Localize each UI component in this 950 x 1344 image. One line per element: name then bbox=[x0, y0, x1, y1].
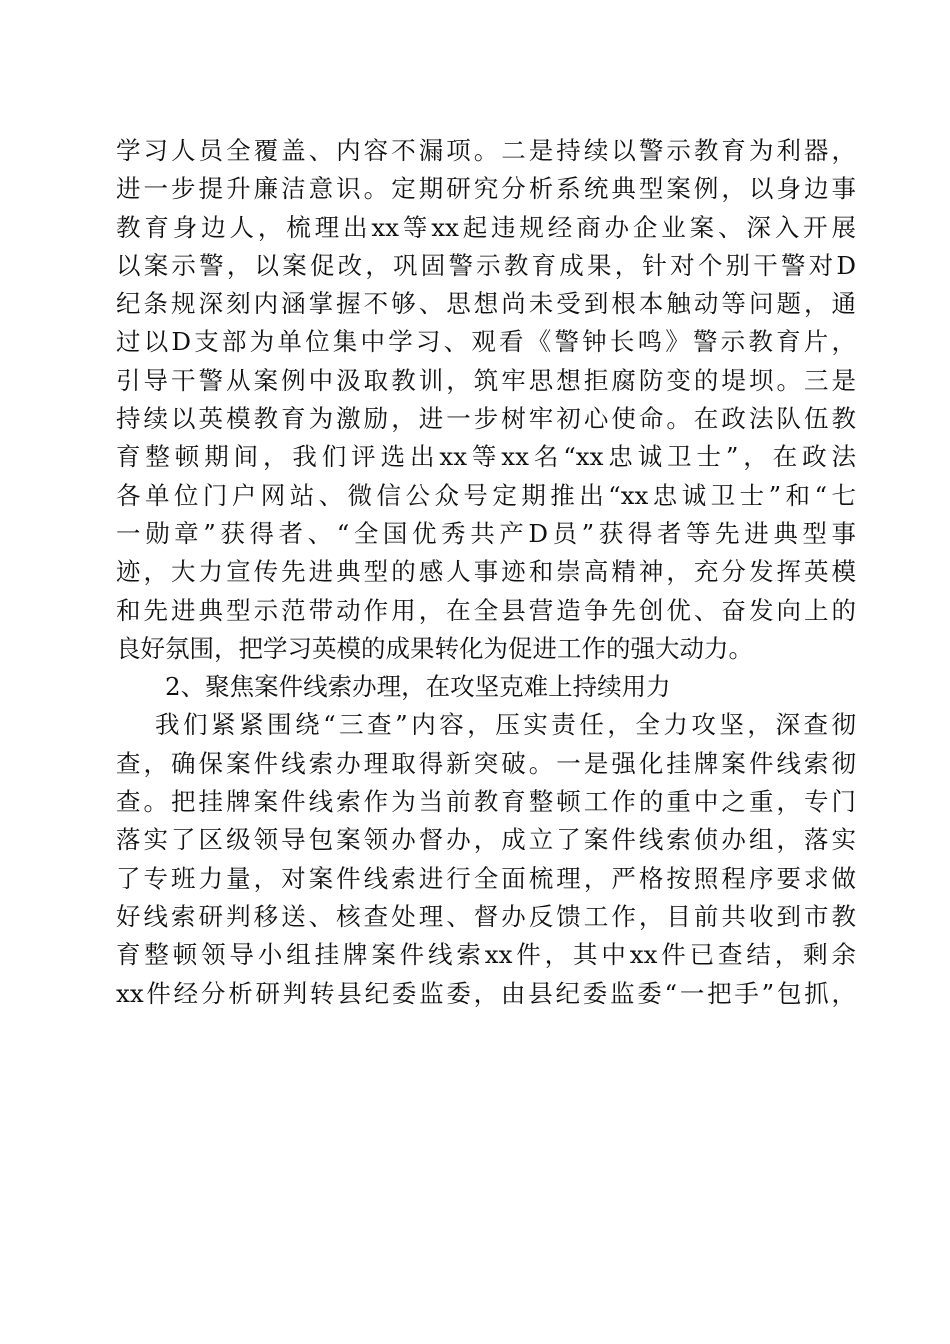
paragraph-line: 了专班力量，对案件线索进行全面梳理，严格按照程序要求做 bbox=[116, 863, 856, 893]
paragraph-line: xx件经分析研判转县纪委监委，由县纪委监委“一把手”包抓， bbox=[116, 978, 856, 1008]
paragraph-line: 各单位门户网站、微信公众号定期推出“xx忠诚卫士”和“七 bbox=[116, 480, 856, 510]
paragraph-line: 育整顿期间，我们评选出xx等xx名“xx忠诚卫士”，在政法 bbox=[116, 442, 856, 472]
paragraph-line: 查，确保案件线索办理取得新突破。一是强化挂牌案件线索彻 bbox=[116, 748, 856, 778]
section-heading: 2、聚焦案件线索办理，在攻坚克难上持续用力 bbox=[165, 672, 671, 702]
paragraph-line: 良好氛围，把学习英模的成果转化为促进工作的强大动力。 bbox=[116, 633, 753, 663]
paragraph-line: 迹，大力宣传先进典型的感人事迹和崇高精神，充分发挥英模 bbox=[116, 557, 856, 587]
paragraph-line: 一勋章”获得者、“全国优秀共产D员”获得者等先进典型事 bbox=[116, 518, 856, 548]
paragraph-line: 进一步提升廉洁意识。定期研究分析系统典型案例，以身边事 bbox=[116, 174, 856, 204]
paragraph-line: 落实了区级领导包案领办督办，成立了案件线索侦办组，落实 bbox=[116, 825, 856, 855]
paragraph-line: 查。把挂牌案件线索作为当前教育整顿工作的重中之重，专门 bbox=[116, 787, 856, 817]
paragraph-line: 我们紧紧围绕“三查”内容，压实责任，全力攻坚，深查彻 bbox=[155, 710, 856, 740]
paragraph-line: 教育身边人，梳理出xx等xx起违规经商办企业案、深入开展 bbox=[116, 212, 856, 242]
paragraph-line: 好线索研判移送、核查处理、督办反馈工作，目前共收到市教 bbox=[116, 901, 856, 931]
paragraph-line: 持续以英模教育为激励，进一步树牢初心使命。在政法队伍教 bbox=[116, 404, 856, 434]
paragraph-line: 纪条规深刻内涵掌握不够、思想尚未受到根本触动等问题，通 bbox=[116, 289, 856, 319]
paragraph-line: 以案示警，以案促改，巩固警示教育成果，针对个别干警对D bbox=[116, 250, 856, 280]
document-body bbox=[116, 132, 856, 1013]
paragraph-line: 育整顿领导小组挂牌案件线索xx件，其中xx件已查结，剩余 bbox=[116, 940, 856, 970]
paragraph-line: 过以D支部为单位集中学习、观看《警钟长鸣》警示教育片， bbox=[116, 327, 856, 357]
paragraph-line: 学习人员全覆盖、内容不漏项。二是持续以警示教育为利器， bbox=[116, 136, 856, 165]
paragraph-line: 和先进典型示范带动作用，在全县营造争先创优、奋发向上的 bbox=[116, 595, 856, 625]
paragraph-line: 引导干警从案例中汲取教训，筑牢思想拒腐防变的堤坝。三是 bbox=[116, 365, 856, 395]
